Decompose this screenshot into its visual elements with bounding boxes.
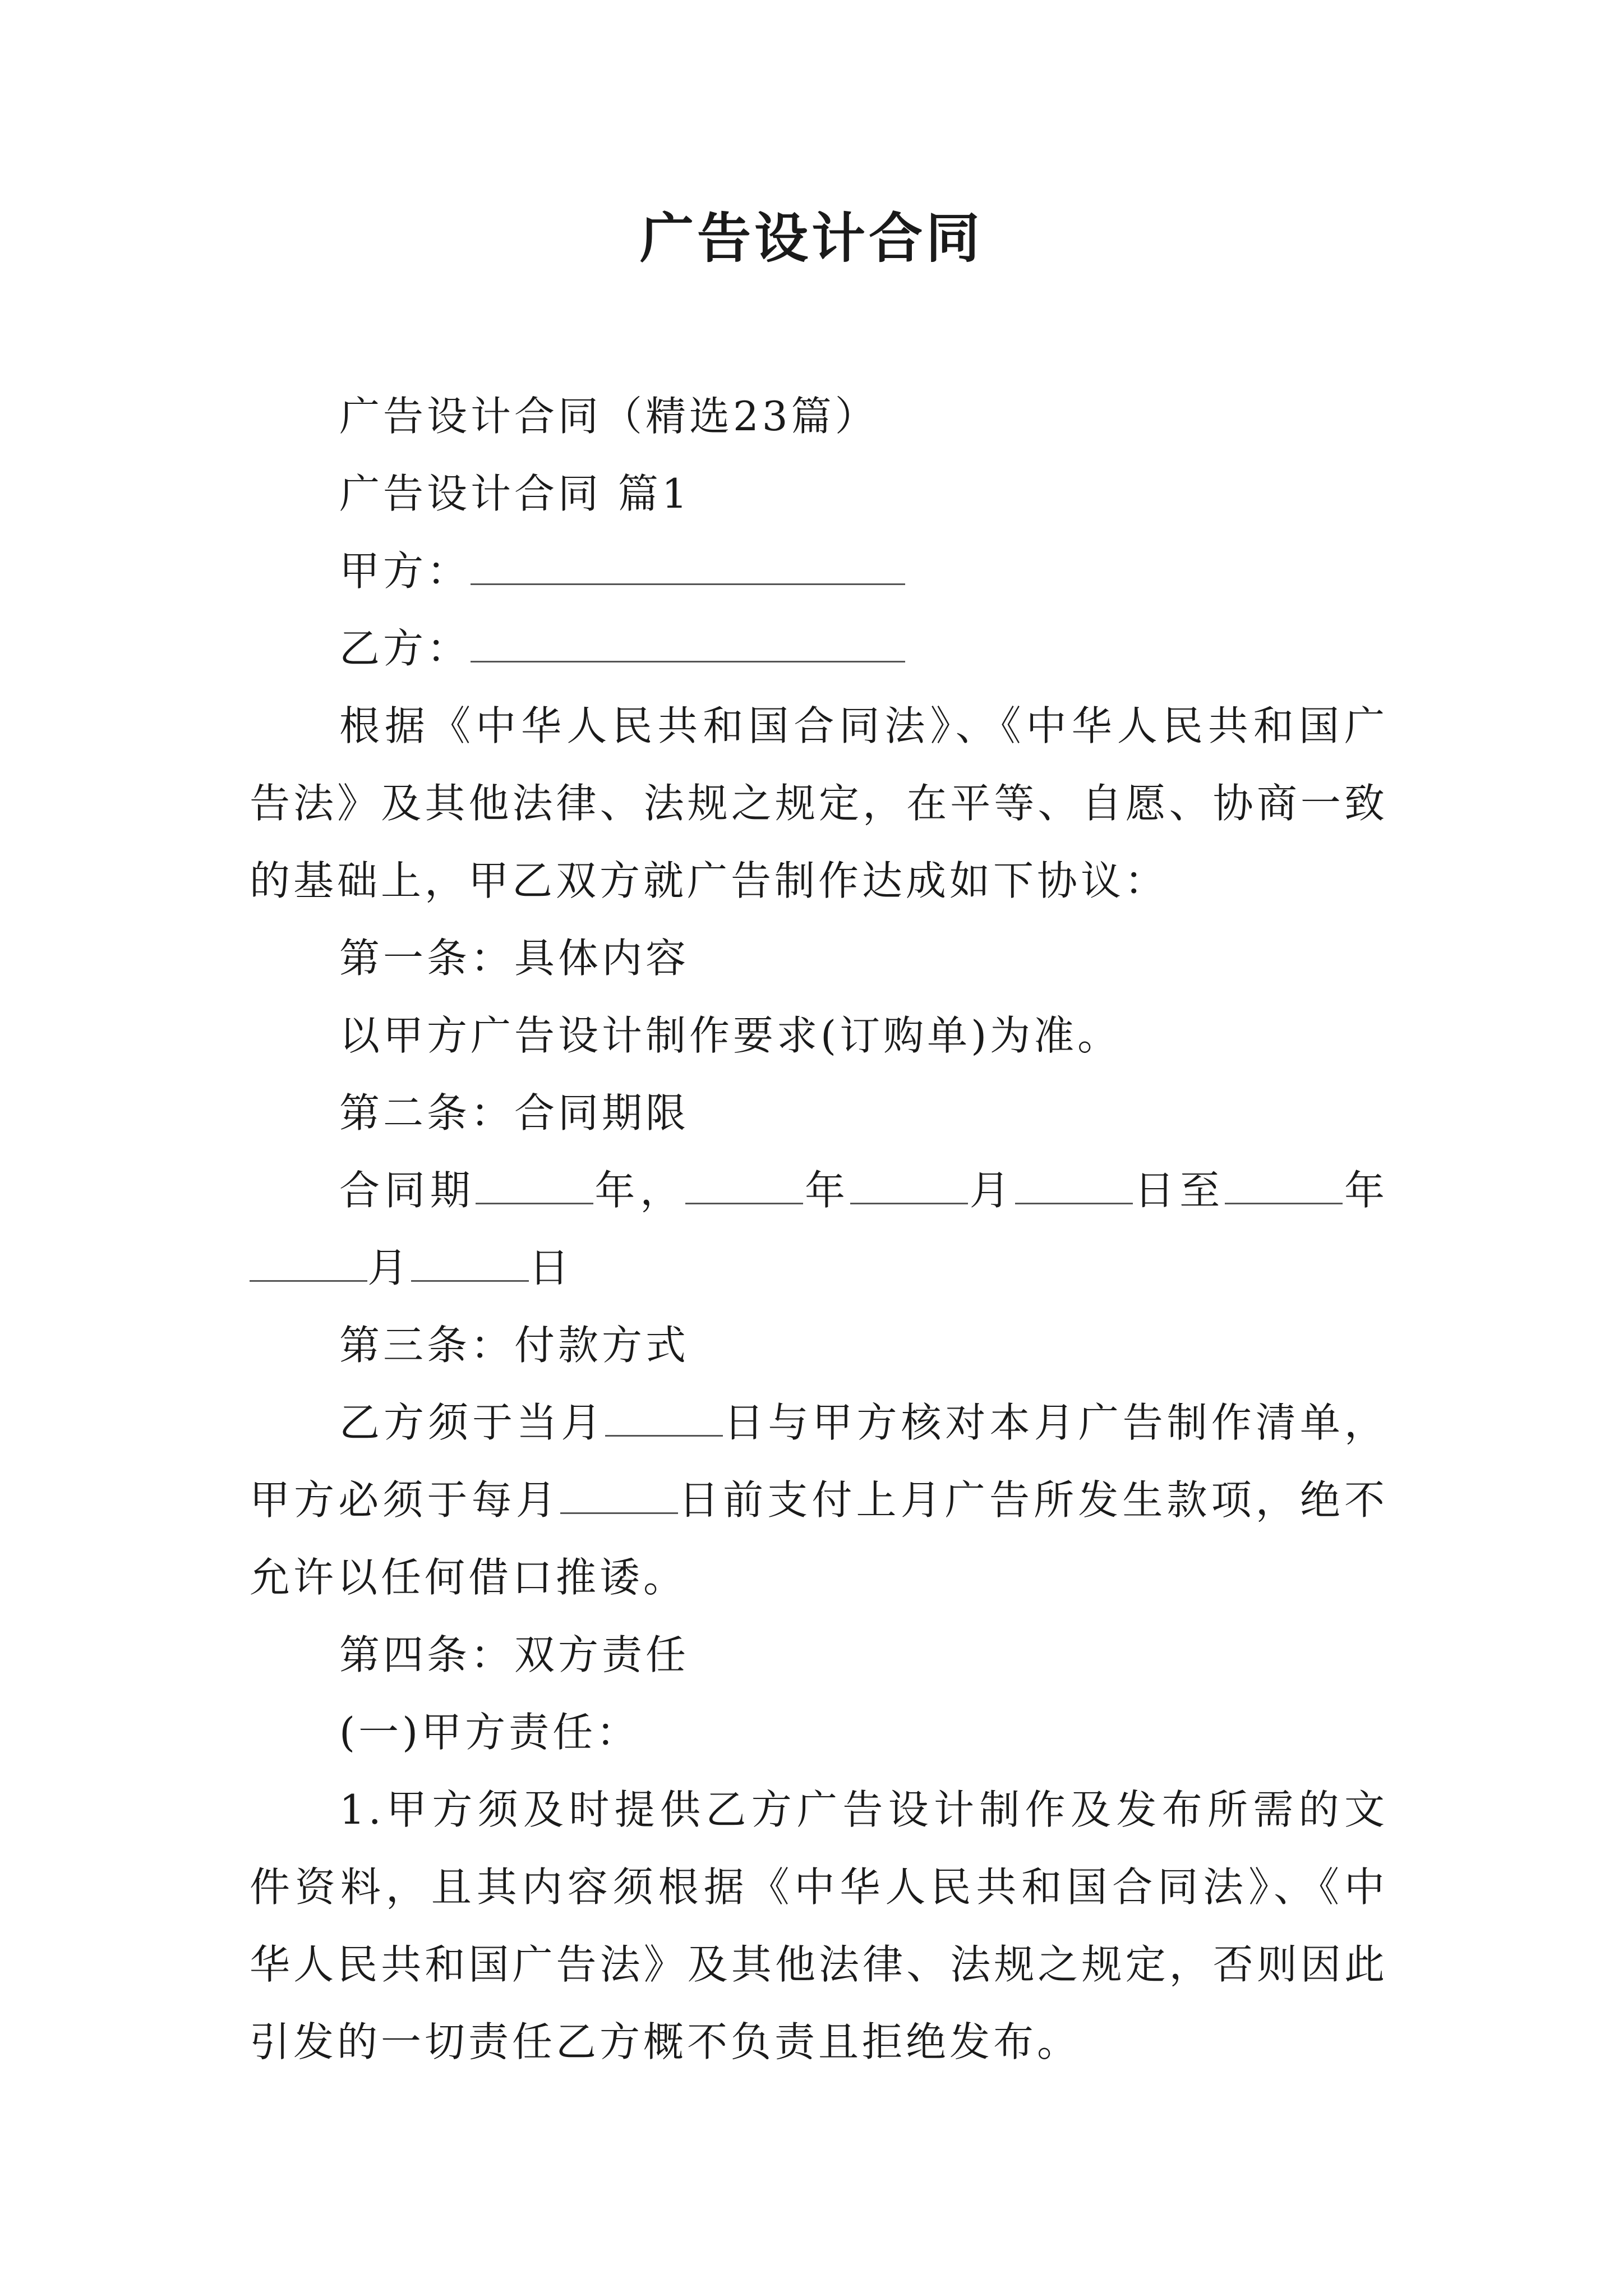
term-text-6: 年 [1343,1167,1388,1214]
term-blank-6 [250,1245,367,1282]
paragraph-subtitle: 广告设计合同（精选23篇） [339,393,879,440]
article-4-item-1: 1.甲方须及时提供乙方广告设计制作及发布所需的文件资料，且其内容须根据《中华人民共和国合同法》、《中华人民共和国广告法》及其他法律、法规之规定，否则因此引发的一切责任乙方概不负责且拒绝发布。 [250,1786,1388,2065]
party-b-line [250,610,1388,687]
paragraph-preamble: 根据《中华人民共和国合同法》、《中华人民共和国广告法》及其他法律、法规之规定，在平等、自愿、协商一致的基础上，甲乙双方就广告制作达成如下协议： [250,702,1388,904]
payment-blank-1 [605,1400,723,1437]
party-b-blank [471,626,905,662]
term-blank-4 [1015,1168,1133,1204]
contract-term-line [250,1152,1388,1306]
payment-text-3: 日前支付上月广告所发生款项，绝不允许以任何借口推诿。 [250,1476,1388,1601]
payment-terms [250,1384,1388,1616]
payment-blank-2 [560,1478,678,1514]
term-blank-2 [685,1168,803,1204]
article-4-subheading: (一)甲方责任： [339,1709,640,1756]
party-a-blank [471,549,905,585]
article-1-heading: 第一条：具体内容 [339,935,690,982]
term-text-5: 日至 [1132,1167,1225,1214]
term-text-7: 月 [367,1244,412,1291]
document-body [250,378,1388,2081]
term-text-8: 日 [529,1244,573,1291]
article-2-heading: 第二条：合同期限 [339,1089,690,1137]
payment-text-2: 日与甲方核对本月广告制作清单，甲方必须于每月 [250,1399,1388,1524]
paragraph-section-heading: 广告设计合同 篇1 [339,470,691,517]
term-text-1: 合同期 [339,1167,476,1214]
article-1-text: 以甲方广告设计制作要求(订购单)为准。 [339,1012,1122,1059]
party-a-line [250,532,1388,610]
term-blank-1 [476,1168,593,1204]
term-blank-5 [1225,1168,1343,1204]
term-blank-7 [411,1245,529,1282]
article-4-heading: 第四条：双方责任 [339,1631,690,1678]
term-blank-3 [850,1168,968,1204]
term-text-4: 月 [967,1167,1015,1214]
article-3-heading: 第三条：付款方式 [339,1322,690,1369]
payment-text-1: 乙方须于当月 [339,1399,606,1446]
term-text-2: 年， [593,1167,686,1214]
document-title: 广告设计合同 [640,206,983,270]
party-b-label: 乙方： [339,625,471,672]
party-a-label: 甲方： [339,547,471,595]
term-text-3: 年 [803,1167,850,1214]
